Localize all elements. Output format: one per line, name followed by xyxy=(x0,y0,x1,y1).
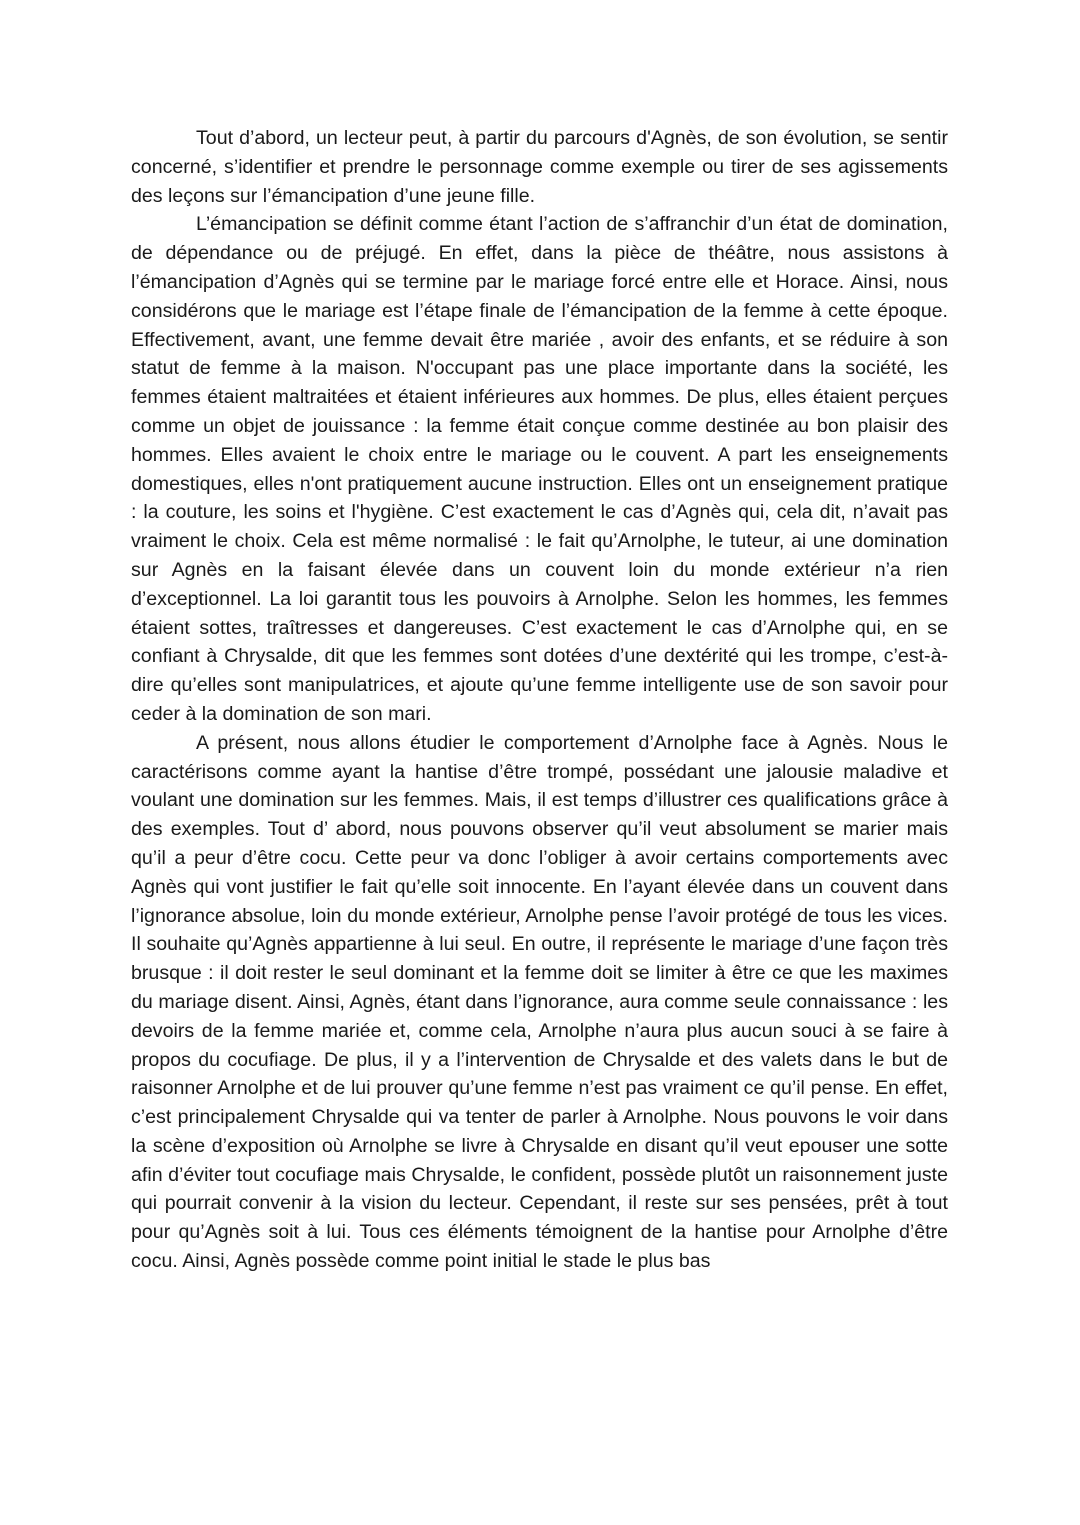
paragraph-emancipation: L’émancipation se définit comme étant l’action de s’affranchir d’un état de domination, de dépendance ou de préjugé. En effet, dans la pièce de théâtre, nous assistons à l’émancipation d’Agnès qui se termine par le mariage forcé entre elle et Horace. Ainsi, nous considérons que le mariage est l’étape finale de l’émancipation de la femme à cette époque. Effectivement, avant, une femme devait être mariée , avoir des enfants, et se réduire à son statut de femme à la maison. N'occupant pas une place importante dans la société, les femmes étaient maltraitées et étaient inférieures aux hommes. De plus, elles étaient perçues comme un objet de jouissance : la femme était conçue comme destinée au bon plaisir des hommes. Elles avaient le choix entre le mariage ou le couvent. A part les enseignements domestiques, elles n'ont pratiquement aucune instruction. Elles ont un enseignement pratique : la couture, les soins et l'hygiène. C’est exactement le cas d’Agnès qui, cela dit, n’avait pas vraiment le choix. Cela est même normalisé : le fait qu’Arnolphe, le tuteur, ai une domination sur Agnès en la faisant élevée dans un couvent loin du monde extérieur n’a rien d’exceptionnel. La loi garantit tous les pouvoirs à Arnolphe. Selon les hommes, les femmes étaient sottes, traîtresses et dangereuses. C’est exactement le cas d’Arnolphe qui, en se confiant à Chrysalde, dit que les femmes sont dotées d’une dextérité qui les trompe, c’est-à-dire qu’elles sont manipulatrices, et ajoute qu’une femme intelligente use de son savoir pour ceder à la domination de son mari. xyxy=(131,213,948,725)
paragraph-arnolphe: A présent, nous allons étudier le comportement d’Arnolphe face à Agnès. Nous le caractérisons comme ayant la hantise d’être trompé, possédant une jalousie maladive et voulant une domination sur les femmes. Mais, il est temps d’illustrer ces qualifications grâce à des exemples. Tout d’ abord, nous pouvons observer qu’il veut absolument se marier mais qu’il a peur d’être cocu. Cette peur va donc l’obliger à avoir certains comportements avec Agnès qui vont justifier le fait qu’elle soit innocente. En l’ayant élevée dans un couvent dans l’ignorance absolue, loin du monde extérieur, Arnolphe pense l’avoir protégé de tous les vices. Il souhaite qu’Agnès appartienne à lui seul. En outre, il représente le mariage d’une façon très brusque : il doit rester le seul dominant et la femme doit se limiter à être ce que les maximes du mariage disent. Ainsi, Agnès, étant dans l’ignorance, aura comme seule connaissance : les devoirs de la femme mariée et, comme cela, Arnolphe n’aura plus aucun souci à se faire à propos du cocufiage. De plus, il y a l’intervention de Chrysalde et des valets dans le but de raisonner Arnolphe et de lui prouver qu’une femme n’est pas vraiment ce qu’il pense. En effet, c’est principalement Chrysalde qui va tenter de parler à Arnolphe. Nous pouvons le voir dans la scène d’exposition où Arnolphe se livre à Chrysalde en disant qu’il veut epouser une sotte afin d’éviter tout cocufiage mais Chrysalde, le confident, possède plutôt un raisonnement juste qui pourrait convenir à la vision du lecteur. Cependant, il reste sur ses pensées, prêt à tout pour qu’Agnès soit à lui. Tous ces éléments témoignent de la hantise pour Arnolphe d’être cocu. Ainsi, Agnès possède comme point initial le stade le plus bas xyxy=(131,731,948,1273)
document-page xyxy=(131,124,948,1276)
paragraph-intro: Tout d’abord, un lecteur peut, à partir du parcours d'Agnès, de son évolution, se sentir concerné, s’identifier et prendre le personnage comme exemple ou tirer de ses agissements des leçons sur l’émancipation d’une jeune fille. xyxy=(131,127,948,207)
